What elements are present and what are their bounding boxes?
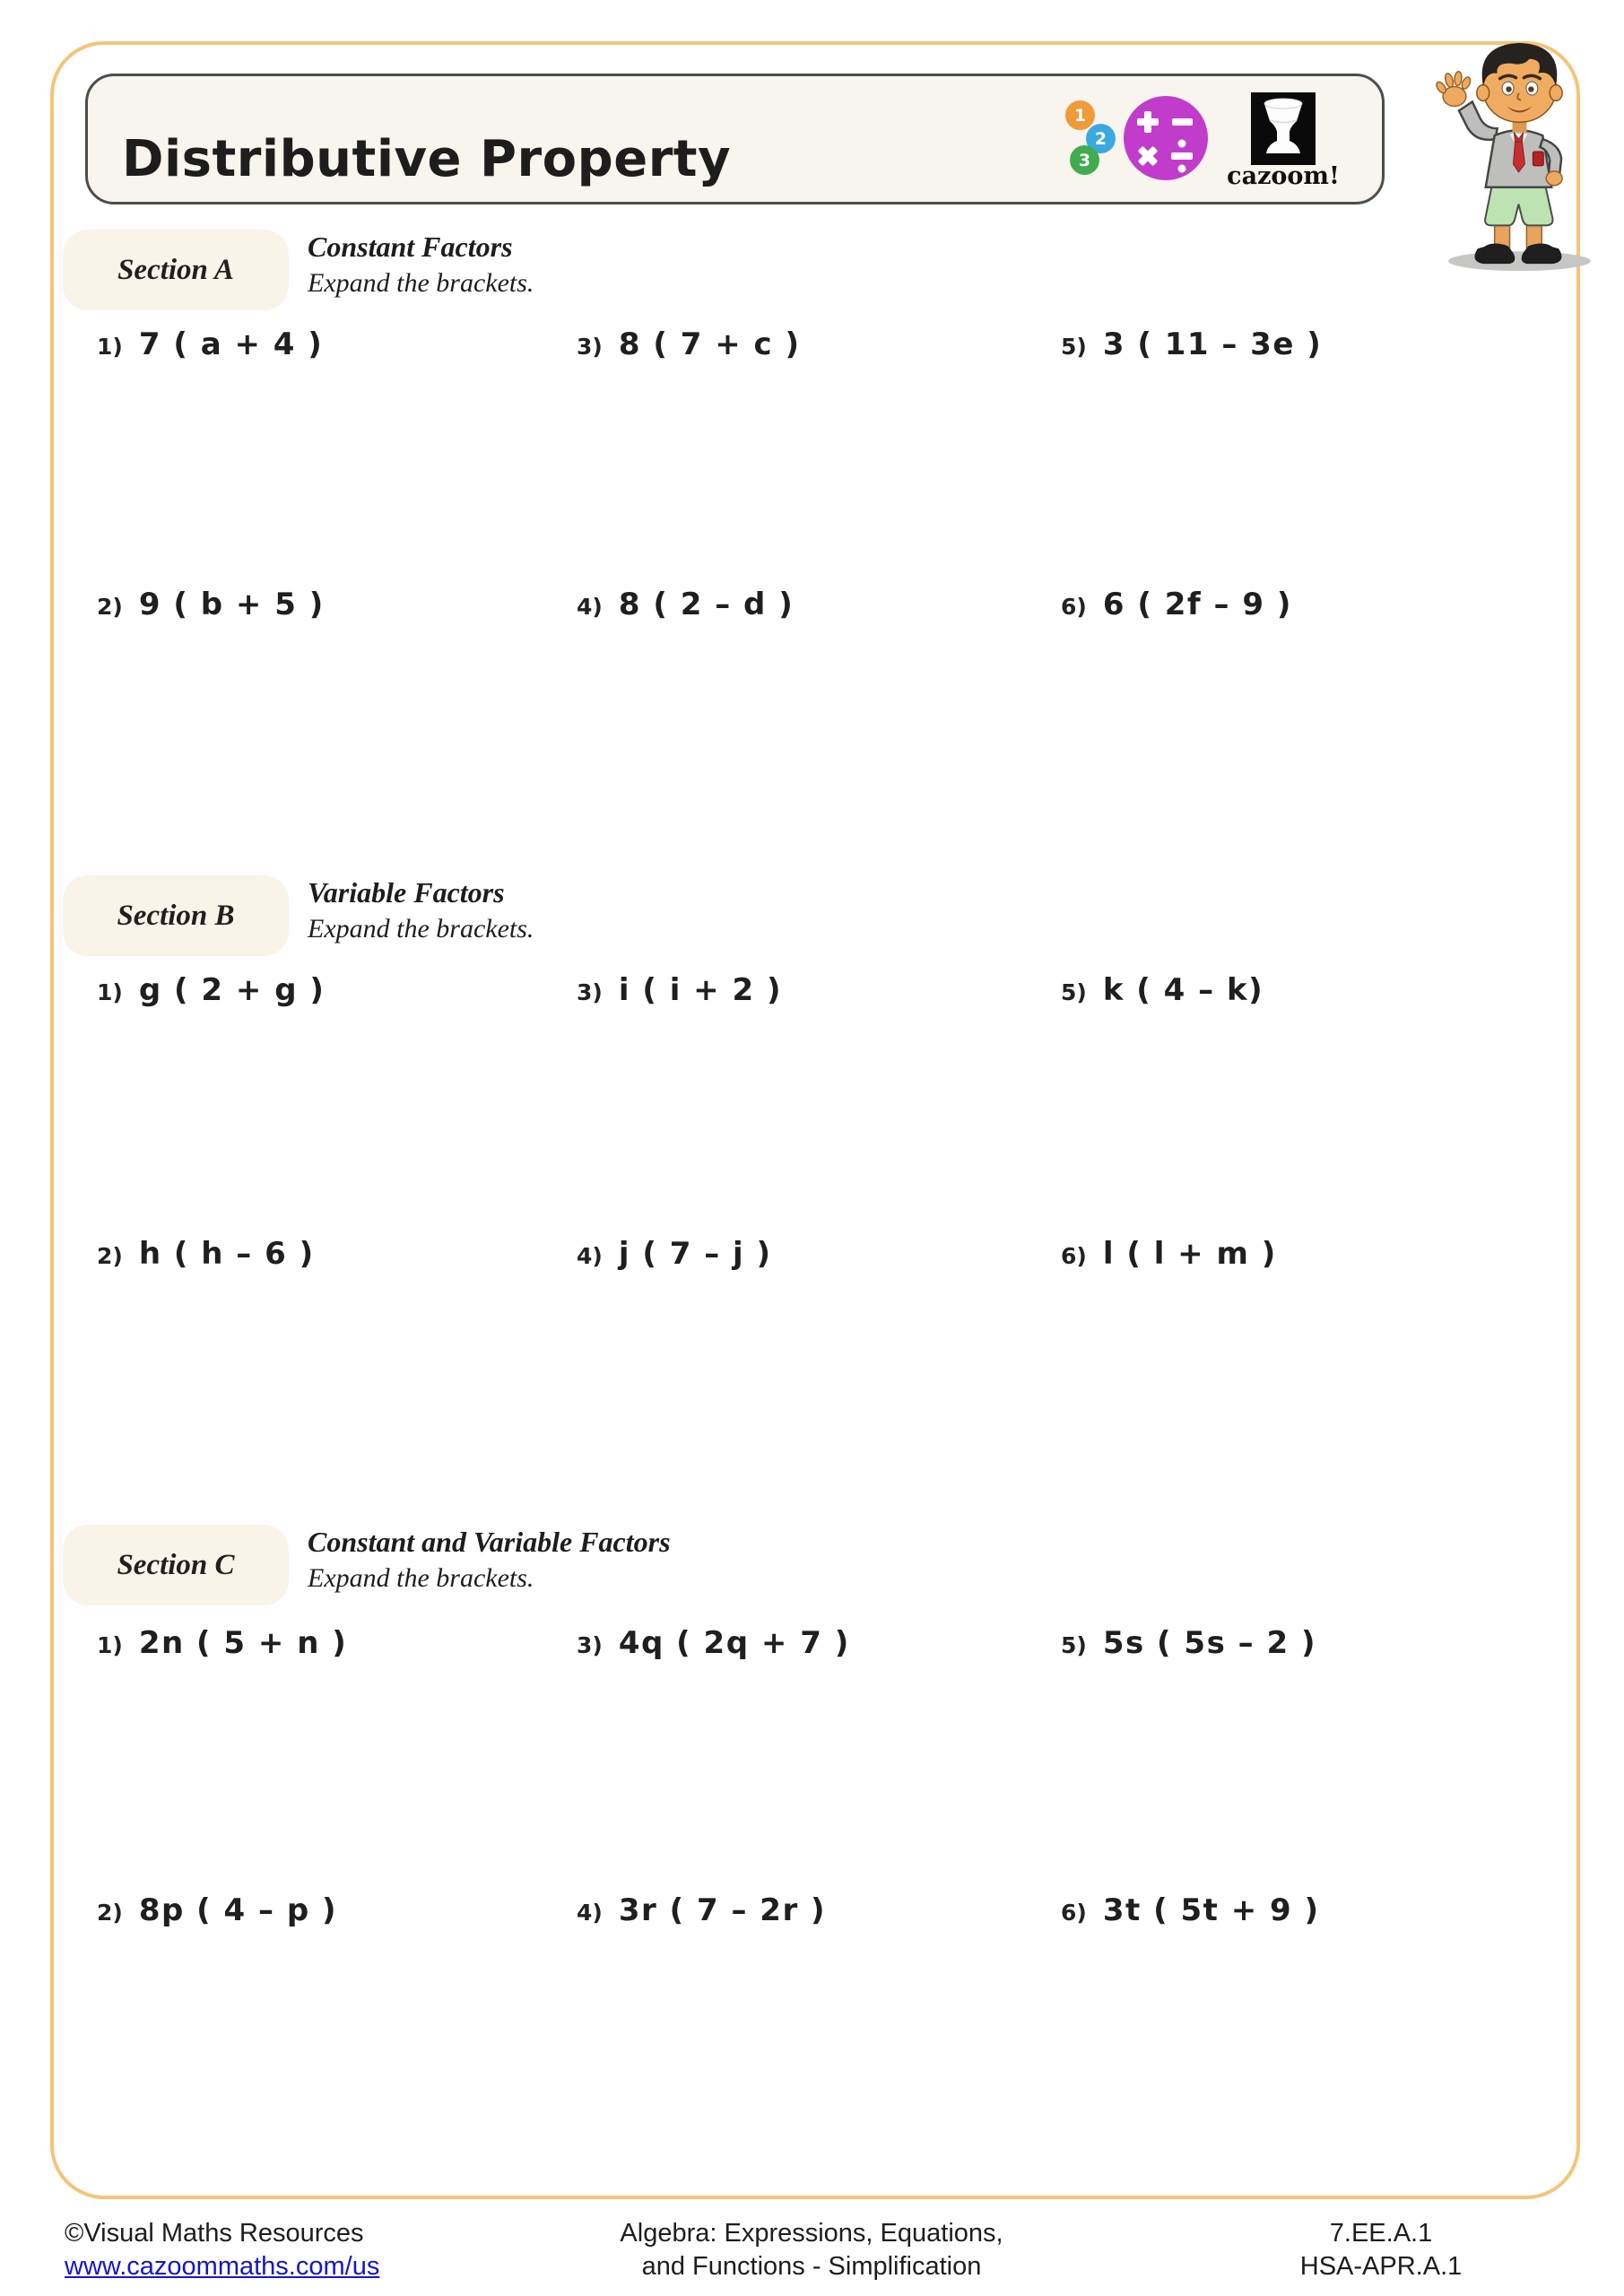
problem-expression: 3r ( 7 – 2r ) [618, 1892, 827, 1928]
logo-number-3-icon: 3 [1070, 145, 1099, 175]
problem-expression: 8 ( 7 + c ) [618, 326, 801, 362]
section-b-instruction: Expand the brackets. [308, 914, 534, 944]
problem-number: 1) [97, 1632, 123, 1658]
problem-expression: 5s ( 5s – 2 ) [1102, 1625, 1317, 1661]
problem-a5 [1061, 326, 1322, 362]
section-a-heading-block [308, 228, 534, 301]
problem-a3 [577, 326, 801, 362]
footer-copyright: ©Visual Maths Resources [65, 2219, 364, 2248]
problem-expression: j ( 7 – j ) [618, 1236, 772, 1272]
problem-expression: 7 ( a + 4 ) [138, 326, 324, 362]
section-b-label-text: Section B [117, 899, 235, 932]
section-c-label-text: Section C [117, 1548, 235, 1581]
problem-expression: g ( 2 + g ) [138, 972, 326, 1008]
section-a-problem-row-1 [0, 326, 1624, 370]
problem-number: 6) [1061, 1900, 1087, 1926]
section-c-label [63, 1525, 289, 1605]
section-a-heading: Constant Factors [308, 230, 513, 263]
problem-expression: 4q ( 2q + 7 ) [618, 1625, 850, 1661]
problem-number: 2) [97, 594, 123, 620]
section-b-heading: Variable Factors [308, 876, 505, 909]
section-a-instruction: Expand the brackets. [308, 268, 534, 298]
logo-number-2-icon: 2 [1086, 124, 1116, 153]
problem-expression: 9 ( b + 5 ) [138, 587, 325, 622]
problem-number: 4) [577, 1900, 603, 1926]
problem-number: 6) [1061, 594, 1087, 620]
problem-expression: i ( i + 2 ) [618, 972, 783, 1008]
problem-number: 2) [97, 1900, 123, 1926]
problem-expression: 3t ( 5t + 9 ) [1102, 1892, 1320, 1928]
footer-topic [453, 2217, 1170, 2283]
problem-expression: 3 ( 11 – 3e ) [1102, 326, 1323, 362]
problem-c4 [577, 1892, 826, 1928]
problem-number: 1) [97, 334, 123, 360]
problem-number: 2) [97, 1243, 123, 1269]
mascot-boy-image [1406, 34, 1624, 274]
problem-number: 3) [577, 1632, 603, 1658]
problem-number: 5) [1061, 334, 1087, 360]
section-b-problem-row-1 [0, 972, 1624, 1015]
footer-standards [1246, 2217, 1515, 2283]
section-b-label [63, 875, 289, 956]
problem-expression: 8p ( 4 – p ) [138, 1892, 338, 1928]
problem-c5 [1061, 1625, 1316, 1661]
footer-website-link[interactable]: www.cazoommaths.com/us [65, 2252, 380, 2281]
drum-icon [1251, 92, 1316, 165]
footer-standard-1: 7.EE.A.1 [1329, 2219, 1433, 2248]
section-b-problem-row-2 [0, 1236, 1624, 1279]
problem-expression: 8 ( 2 – d ) [618, 587, 795, 622]
problem-number: 1) [97, 979, 123, 1005]
logo-number-1-icon: 1 [1065, 100, 1095, 130]
problem-expression: k ( 4 – k) [1102, 972, 1264, 1008]
problem-b2 [97, 1236, 315, 1272]
footer-topic-line2: and Functions - Simplification [641, 2252, 982, 2281]
problem-c6 [1061, 1892, 1320, 1928]
problem-b6 [1061, 1236, 1277, 1272]
problem-expression: 6 ( 2f – 9 ) [1102, 587, 1292, 622]
problem-a2 [97, 587, 325, 622]
page-title: Distributive Property [122, 129, 732, 188]
problem-c3 [577, 1625, 850, 1661]
problem-number: 5) [1061, 979, 1087, 1005]
problem-a1 [97, 326, 323, 362]
section-b-heading-block [308, 874, 534, 947]
section-c-instruction: Expand the brackets. [308, 1563, 534, 1593]
problem-b3 [577, 972, 782, 1008]
problem-number: 3) [577, 334, 603, 360]
footer-topic-line1: Algebra: Expressions, Equations, [620, 2219, 1003, 2248]
section-a-label-text: Section A [117, 253, 234, 286]
section-c-problem-row-2 [0, 1892, 1624, 1935]
footer-left [65, 2217, 379, 2283]
math-symbols-icon [1121, 93, 1211, 183]
problem-b4 [577, 1236, 772, 1272]
section-c-heading-block [308, 1523, 671, 1596]
problem-expression: h ( h – 6 ) [138, 1236, 315, 1272]
section-c-heading: Constant and Variable Factors [308, 1526, 671, 1558]
section-a-problem-row-2 [0, 587, 1624, 630]
section-c-problem-row-1 [0, 1625, 1624, 1668]
problem-a6 [1061, 587, 1292, 622]
problem-number: 4) [577, 594, 603, 620]
problem-number: 4) [577, 1243, 603, 1269]
problem-b1 [97, 972, 325, 1008]
problem-expression: l ( l + m ) [1102, 1236, 1277, 1272]
title-box [85, 74, 1385, 204]
problem-number: 5) [1061, 1632, 1087, 1658]
problem-c1 [97, 1625, 347, 1661]
logo-wordmark: cazoom! [1227, 162, 1340, 190]
problem-c2 [97, 1892, 337, 1928]
problem-b5 [1061, 972, 1264, 1008]
footer-standard-2: HSA-APR.A.1 [1299, 2252, 1463, 2281]
section-a-label [63, 230, 289, 310]
problem-number: 3) [577, 979, 603, 1005]
problem-expression: 2n ( 5 + n ) [138, 1625, 348, 1661]
problem-a4 [577, 587, 794, 622]
problem-number: 6) [1061, 1243, 1087, 1269]
